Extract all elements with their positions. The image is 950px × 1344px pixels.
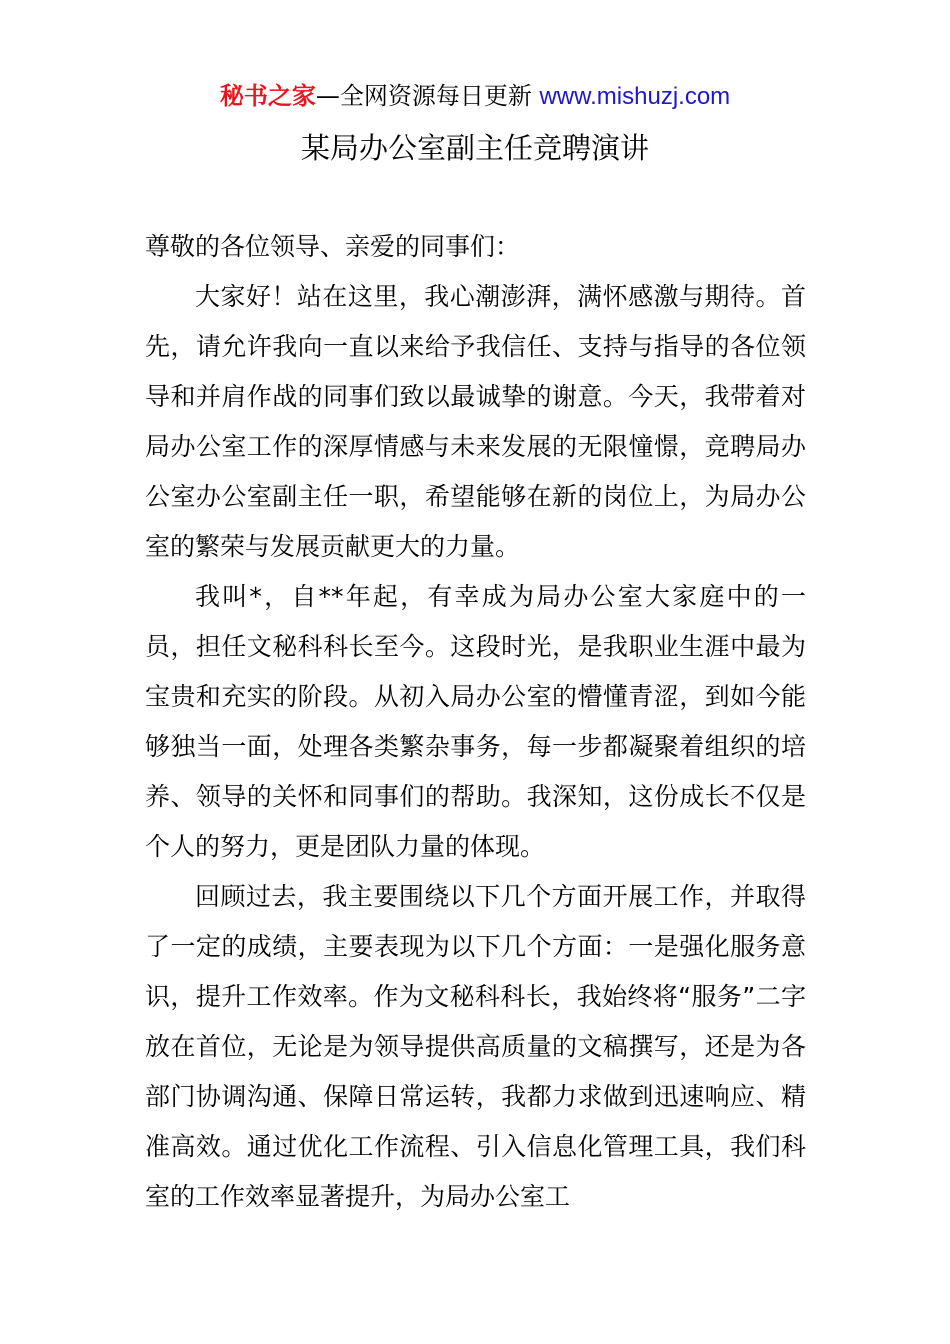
site-header [0, 80, 950, 113]
paragraph-greeting: 大家好！站在这里，我心潮澎湃，满怀感激与期待。首先，请允许我向一直以来给予我信任、支持与指导的各位领导和并肩作战的同事们致以最诚挚的谢意。今天，我带着对局办公室工作的深厚情感与未来发展的无限憧憬，竞聘局办公室办公室副主任一职，希望能够在新的岗位上，为局办公室的繁荣与发展贡献更大的力量。 [145, 282, 806, 561]
header-tagline: —全网资源每日更新 [315, 82, 540, 110]
document-title: 某局办公室副主任竞聘演讲 [300, 131, 649, 165]
site-url-link[interactable]: www.mishuzj.com [539, 83, 731, 110]
brand-name: 秘书之家 [219, 82, 316, 110]
salutation: 尊敬的各位领导、亲爱的同事们： [145, 232, 521, 261]
document-body [145, 222, 806, 1222]
paragraph-introduction: 我叫*，自**年起，有幸成为局办公室大家庭中的一员，担任文秘科科长至今。这段时光，是我职业生涯中最为宝贵和充实的阶段。从初入局办公室的懵懂青涩，到如今能够独当一面，处理各类繁杂事务，每一步都凝聚着组织的培养、领导的关怀和同事们的帮助。我深知，这份成长不仅是个人的努力，更是团队力量的体现。 [145, 582, 806, 861]
paragraph-review: 回顾过去，我主要围绕以下几个方面开展工作，并取得了一定的成绩，主要表现为以下几个方面：一是强化服务意识，提升工作效率。作为文秘科科长，我始终将“服务”二字放在首位，无论是为领导提供高质量的文稿撰写，还是为各部门协调沟通、保障日常运转，我都力求做到迅速响应、精准高效。通过优化工作流程、引入信息化管理工具，我们科室的工作效率显著提升，为局办公室工 [145, 882, 806, 1211]
